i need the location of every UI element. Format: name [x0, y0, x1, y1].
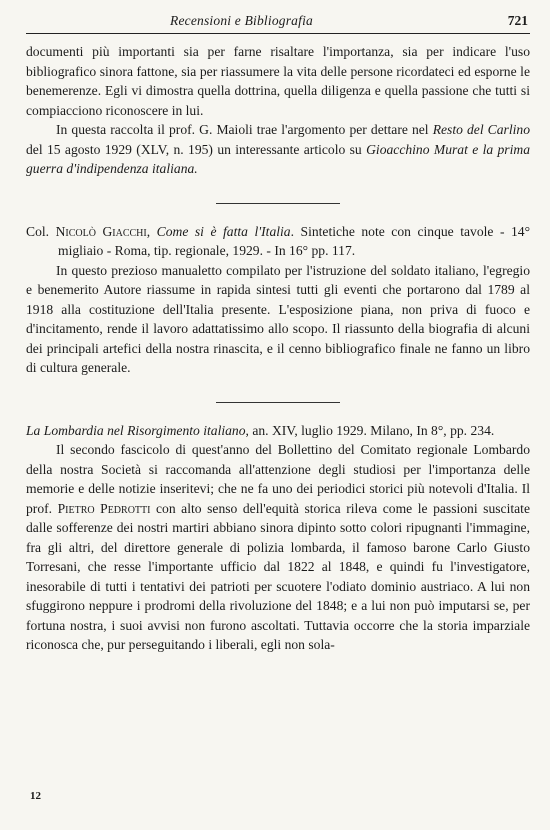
person-name: Pietro Pedrotti — [57, 500, 151, 516]
author-prefix: Col. — [26, 223, 56, 239]
book-title: Come si è fatta l'Italia — [156, 223, 291, 239]
journal-title: Resto del Carlino — [432, 122, 530, 137]
review-body-part-1: Il secondo fascicolo di quest'anno del Bollettino del Comitato regionale Lombardo della nostra Società si raccomanda all'attenzione degli studiosi per l'importanza delle memorie e delle notizie inseritevi; che ne fa uno dei periodici storici più notevoli d'Italia. Il prof. — [26, 442, 530, 516]
heading-comma: , — [146, 223, 157, 239]
bibliographic-heading — [26, 421, 530, 441]
page-number: 721 — [507, 13, 528, 28]
bibliographic-heading — [26, 222, 530, 261]
review-body-part-2: con alto senso dell'equità storica rileva come le passioni suscitate dalle sofferenze dei nostri martiri abbiano sinora dipinto sotto colori ripugnanti l'immagine, fra gli altri, del direttore generale di polizia lombarda, il famoso barone Carlo Giusto Torresani, che resse l'importante ufficio dal 1822 al 1848, e quindi fu l'investigatore, inesorabile di tutti i tentativi dei patrioti per scuotere l'odiato dominio austriaco. A lui non sfuggirono neppure i prodromi della rivoluzione del 1848; e a lui non può imputarsi se, per fortuna nostra, i suoi avvisi non furono ascoltati. Tuttavia occorre che la storia imparziale riconosca che, pur perseguitando i liberali, egli non sola- — [26, 500, 530, 652]
section-separator — [216, 203, 340, 204]
review-entry-giacchi — [26, 222, 530, 378]
running-title: Recensioni e Bibliografia — [170, 13, 313, 28]
maioli-paragraph — [26, 120, 530, 179]
review-body — [26, 440, 530, 655]
section-separator — [216, 402, 340, 403]
signature-mark: 12 — [30, 790, 41, 802]
running-header — [0, 13, 550, 33]
page-content — [26, 42, 530, 655]
book-details: . Sintetiche note con cinque tavole - 14° migliaio - Roma, tip. regionale, 1929. - In 16° pp. 117. — [58, 223, 531, 258]
maioli-text-1: In questa raccolta il prof. G. Maioli trae l'argomento per dettare nel — [56, 122, 433, 137]
review-body: In questo prezioso manualetto compilato per l'istruzione del soldato italiano, l'egregio e benemerito Autore riassume in rapida sintesi tutti gli eventi che portarono dal 1789 al 1918 alla costituzione dell'Italia presente. L'esposizione piana, non priva di fuoco e d'incitamento, rende il lavoro adattatissimo allo scopo. Il riassunto della biografia di alcuni dei principali artefici della nostra rinascita, e il cenno bibliografico finale ne fanno un libro di cultura generale. — [26, 262, 530, 375]
header-rule — [26, 33, 530, 34]
periodical-title: La Lombardia nel Risorgimento italiano — [26, 422, 246, 438]
author-name: Nicolò Giacchi — [55, 223, 147, 239]
periodical-details: , an. XIV, luglio 1929. Milano, In 8°, pp. 234. — [245, 422, 495, 438]
review-entry-lombardia — [26, 421, 530, 655]
maioli-text-2: del 15 agosto 1929 (XLV, n. 195) un interessante articolo su — [26, 141, 367, 157]
article-title: Gioacchino Murat e la prima guerra d'indipendenza italiana. — [26, 141, 530, 176]
continued-paragraph: documenti più importanti sia per farne risaltare l'importanza, sia per indicare l'uso bibliografico sinora fattone, sia per riassumere la vita delle persone ricordateci ed esporne le benemerenze. Egli vi dimostra quella dottrina, quella diligenza e quella passione che tutti si compiacciono riconoscere in lui. — [26, 44, 530, 118]
